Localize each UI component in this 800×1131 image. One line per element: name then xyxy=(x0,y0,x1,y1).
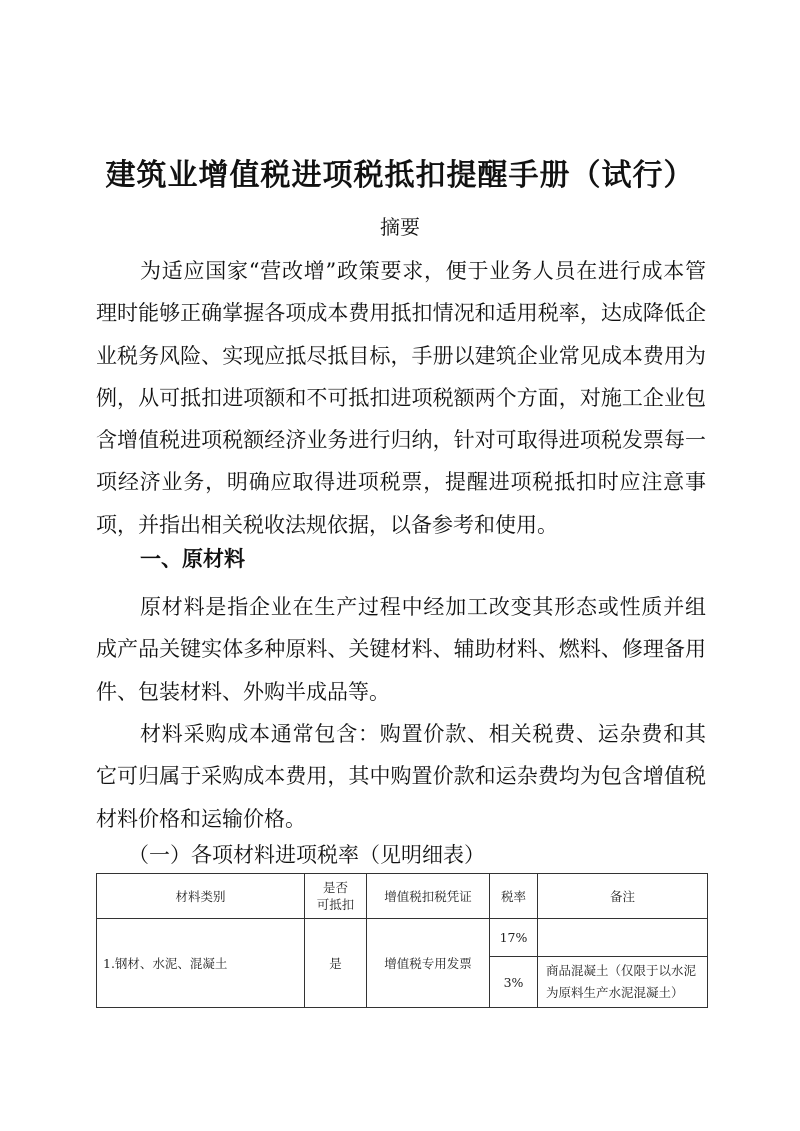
header-deductible-line1: 是否 xyxy=(322,880,348,895)
cell-remark: 商品混凝土（仅限于以水泥为原料生产水泥混凝土） xyxy=(538,957,708,1008)
cell-voucher: 增值税专用发票 xyxy=(367,919,490,1008)
table-header-row xyxy=(97,874,708,919)
purchase-cost-paragraph: 材料采购成本通常包含：购置价款、相关税费、运杂费和其它可归属于采购成本费用，其中购置价款和运杂费均为包含增值税材料价格和运输价格。 xyxy=(96,722,706,831)
header-deductible xyxy=(305,874,367,919)
header-voucher: 增值税扣税凭证 xyxy=(367,874,490,919)
header-material-type: 材料类别 xyxy=(97,874,305,919)
table-row xyxy=(97,919,708,957)
header-rate: 税率 xyxy=(490,874,538,919)
cell-material-type: 1.钢材、水泥、混凝土 xyxy=(97,919,305,1008)
abstract-heading: 摘要 xyxy=(380,215,420,239)
raw-material-definition-paragraph: 原材料是指企业在生产过程中经加工改变其形态或性质并组成产品关键实体多种原料、关键材料、辅助材料、燃料、修理备用件、包装材料、外购半成品等。 xyxy=(96,595,706,704)
header-deductible-line2: 可抵扣 xyxy=(316,897,355,912)
subsection-heading-tax-rates: （一）各项材料进项税率（见明细表） xyxy=(128,843,485,867)
header-remark: 备注 xyxy=(538,874,708,919)
cell-rate: 3% xyxy=(490,957,538,1008)
section-heading-raw-materials: 一、原材料 xyxy=(140,547,245,571)
intro-paragraph: 为适应国家“营改增”政策要求，便于业务人员在进行成本管理时能够正确掌握各项成本费用抵扣情况和适用税率，达成降低企业税务风险、实现应抵尽抵目标，手册以建筑企业常见成本费用为例，从可抵扣进项额和不可抵扣进项税额两个方面，对施工企业包含增值税进项税额经济业务进行归纳，针对可取得进项税发票每一项经济业务，明确应取得进项税票，提醒进项税抵扣时应注意事项，并指出相关税收法规依据，以备参考和使用。 xyxy=(96,259,706,537)
document-title: 建筑业增值税进项税抵扣提醒手册（试行） xyxy=(105,158,695,193)
cell-deductible: 是 xyxy=(305,919,367,1008)
cell-rate: 17% xyxy=(490,919,538,957)
tax-rate-table xyxy=(96,873,708,1008)
cell-remark xyxy=(538,919,708,957)
